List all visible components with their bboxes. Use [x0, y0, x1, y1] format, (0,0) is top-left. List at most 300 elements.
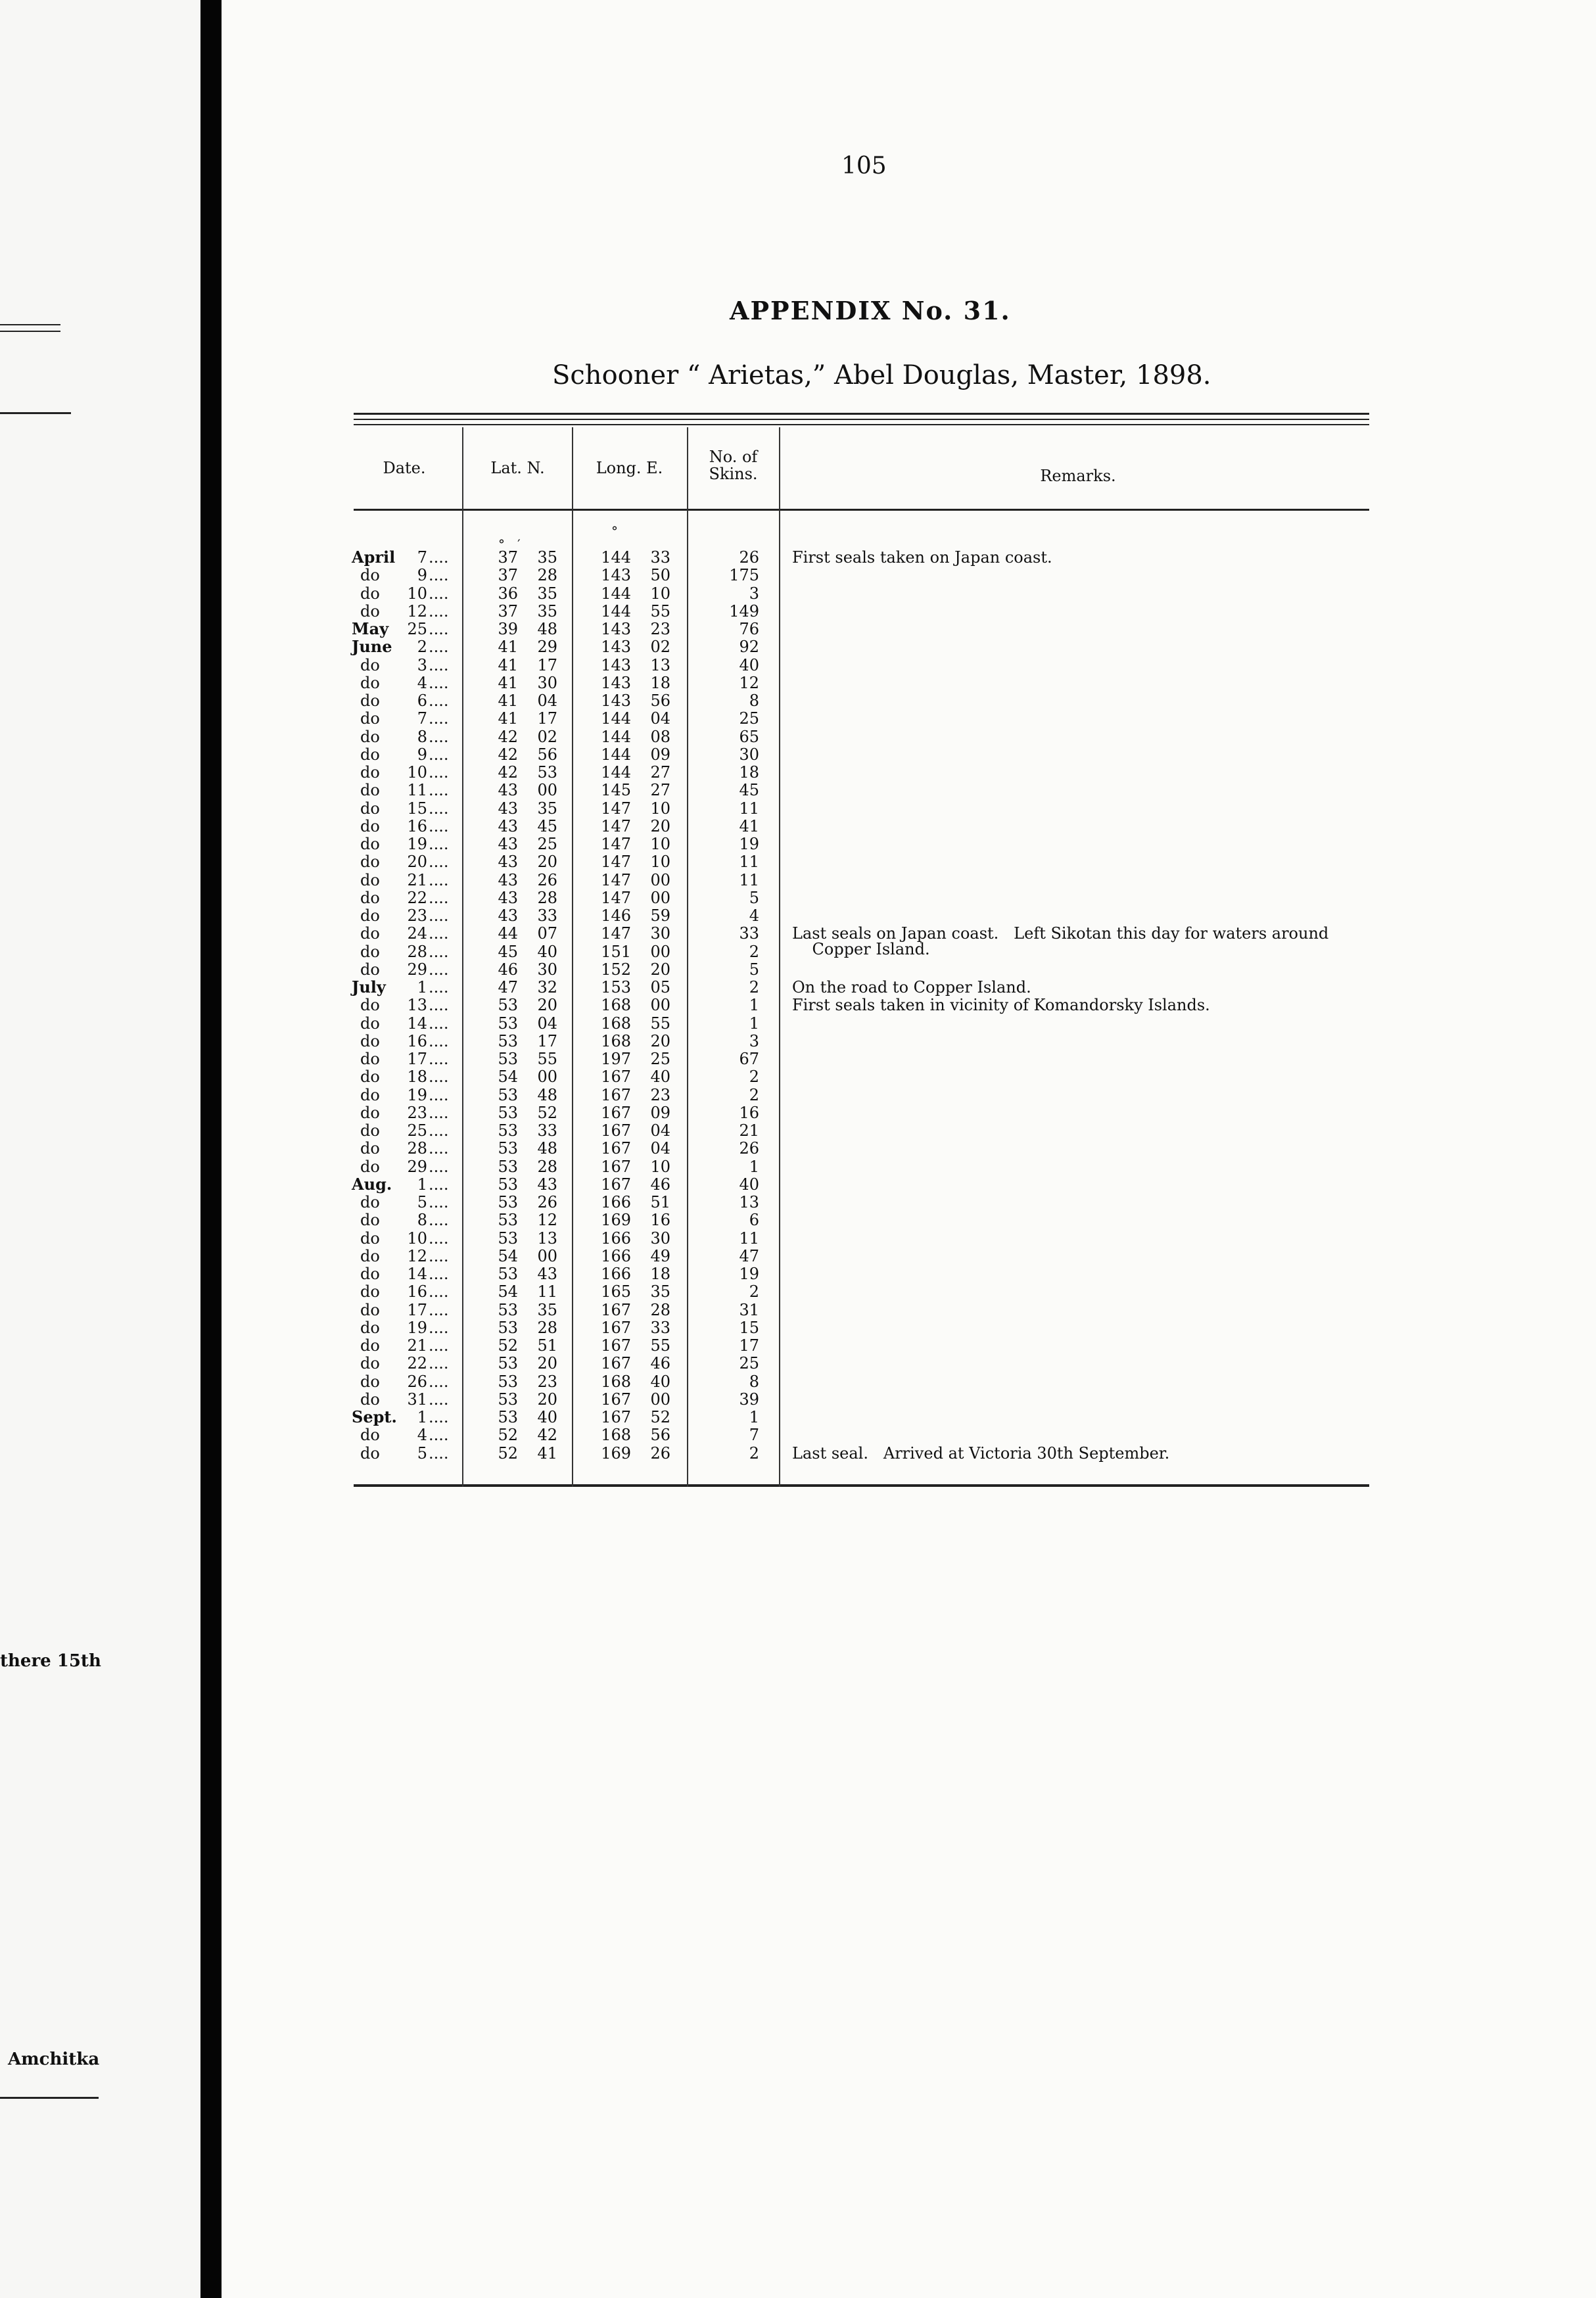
binding-gutter [200, 0, 222, 2298]
date-month: do [360, 1086, 380, 1104]
long-degrees: 147 [601, 835, 631, 853]
long-minutes: 40 [650, 1067, 670, 1086]
lat-minutes: 12 [537, 1211, 557, 1229]
date-day: 29 [407, 960, 427, 979]
left-page-rule [0, 2097, 99, 2099]
column-header-remarks: Remarks. [1040, 467, 1116, 485]
lat-minutes: 41 [537, 1444, 557, 1463]
leader-dots: .... [429, 1372, 449, 1391]
leader-dots: .... [429, 871, 449, 889]
skins-count: 26 [739, 548, 759, 567]
lat-degrees: 53 [498, 1158, 518, 1176]
skins-count: 1 [749, 996, 759, 1014]
date-month: do [360, 1139, 380, 1158]
date-day: 19 [407, 1319, 427, 1337]
long-minutes: 10 [650, 799, 670, 818]
date-day: 25 [407, 1121, 427, 1140]
leader-dots: .... [429, 781, 449, 799]
date-month: do [360, 1372, 380, 1391]
date-day: 22 [407, 889, 427, 907]
long-degrees: 143 [601, 656, 631, 674]
date-month: July [352, 977, 386, 997]
long-minutes: 30 [650, 924, 670, 943]
lat-minutes: 48 [537, 1086, 557, 1104]
long-minutes: 09 [650, 745, 670, 764]
leader-dots: .... [429, 1121, 449, 1140]
long-degrees: 147 [601, 817, 631, 835]
remarks-text: Last seal. Arrived at Victoria 30th September. [792, 1444, 1170, 1463]
long-minutes: 55 [650, 1014, 670, 1033]
long-minutes: 10 [650, 835, 670, 853]
long-degrees: 167 [601, 1390, 631, 1409]
date-month: do [360, 906, 380, 925]
leader-dots: .... [429, 1175, 449, 1194]
column-header-skins: No. of Skins. [709, 448, 758, 483]
date-month: do [360, 1032, 380, 1050]
date-day: 10 [407, 763, 427, 782]
lat-degrees: 43 [498, 799, 518, 818]
lat-minutes: 00 [537, 781, 557, 799]
lat-degrees: 41 [498, 674, 518, 692]
long-degrees: 147 [601, 871, 631, 889]
long-degrees: 144 [601, 602, 631, 621]
long-minutes: 51 [650, 1193, 670, 1211]
date-month: do [360, 1301, 380, 1319]
date-day: 14 [407, 1265, 427, 1283]
column-divider [779, 427, 780, 1487]
skins-count: 5 [749, 889, 759, 907]
lat-degrees: 43 [498, 835, 518, 853]
long-minutes: 59 [650, 906, 670, 925]
lat-minutes: 17 [537, 1032, 557, 1050]
date-day: 15 [407, 799, 427, 818]
leader-dots: .... [429, 602, 449, 621]
date-day: 24 [407, 924, 427, 943]
long-degrees: 147 [601, 799, 631, 818]
lat-degrees: 53 [498, 1014, 518, 1033]
lat-degrees: 47 [498, 978, 518, 997]
lat-minutes: 04 [537, 692, 557, 710]
date-month: Aug. [352, 1175, 392, 1194]
lat-degrees: 43 [498, 817, 518, 835]
skins-count: 11 [739, 799, 759, 818]
lat-degree-mark: ° ′ [498, 536, 521, 552]
column-divider [572, 427, 573, 1487]
date-day: 4 [417, 674, 427, 692]
long-minutes: 30 [650, 1229, 670, 1248]
date-month: June [352, 637, 392, 656]
leader-dots: .... [429, 1319, 449, 1337]
leader-dots: .... [429, 835, 449, 853]
skins-count: 7 [749, 1426, 759, 1444]
date-day: 23 [407, 906, 427, 925]
long-degrees: 168 [601, 996, 631, 1014]
date-day: 9 [417, 566, 427, 584]
long-minutes: 02 [650, 638, 670, 656]
date-month: do [360, 799, 380, 818]
long-degrees: 144 [601, 709, 631, 728]
long-minutes: 49 [650, 1247, 670, 1265]
long-minutes: 26 [650, 1444, 670, 1463]
lat-minutes: 35 [537, 799, 557, 818]
leader-dots: .... [429, 1014, 449, 1033]
table-header-rule [354, 509, 1369, 511]
left-page-rule [0, 324, 60, 325]
date-month: do [360, 1014, 380, 1033]
lat-degrees: 54 [498, 1067, 518, 1086]
date-month: do [360, 1336, 380, 1355]
skins-count: 25 [739, 709, 759, 728]
long-minutes: 55 [650, 1336, 670, 1355]
skins-count: 25 [739, 1354, 759, 1372]
leader-dots: .... [429, 1067, 449, 1086]
date-day: 3 [417, 656, 427, 674]
long-minutes: 00 [650, 1390, 670, 1409]
date-day: 8 [417, 728, 427, 746]
long-minutes: 46 [650, 1354, 670, 1372]
leader-dots: .... [429, 1265, 449, 1283]
leader-dots: .... [429, 960, 449, 979]
lat-minutes: 23 [537, 1372, 557, 1391]
skins-count: 2 [749, 1086, 759, 1104]
date-month: do [360, 1319, 380, 1337]
lat-minutes: 11 [537, 1282, 557, 1301]
leader-dots: .... [429, 1050, 449, 1068]
long-degrees: 151 [601, 943, 631, 961]
date-month: Sept. [352, 1407, 397, 1426]
date-month: do [360, 1104, 380, 1122]
lat-minutes: 26 [537, 1193, 557, 1211]
skins-count: 26 [739, 1139, 759, 1158]
leader-dots: .... [429, 1139, 449, 1158]
lat-minutes: 30 [537, 674, 557, 692]
leader-dots: .... [429, 1158, 449, 1176]
leader-dots: .... [429, 1354, 449, 1372]
lat-degrees: 42 [498, 745, 518, 764]
leader-dots: .... [429, 889, 449, 907]
skins-count: 175 [729, 566, 759, 584]
date-month: do [360, 924, 380, 943]
date-day: 26 [407, 1372, 427, 1391]
long-degrees: 144 [601, 745, 631, 764]
leader-dots: .... [429, 1282, 449, 1301]
leader-dots: .... [429, 584, 449, 603]
skins-count: 13 [739, 1193, 759, 1211]
date-day: 17 [407, 1050, 427, 1068]
long-minutes: 23 [650, 1086, 670, 1104]
long-degrees: 168 [601, 1372, 631, 1391]
date-day: 31 [407, 1390, 427, 1409]
lat-degrees: 37 [498, 566, 518, 584]
lat-minutes: 43 [537, 1175, 557, 1194]
lat-degrees: 53 [498, 1139, 518, 1158]
date-month: do [360, 1390, 380, 1409]
lat-minutes: 17 [537, 709, 557, 728]
lat-minutes: 42 [537, 1426, 557, 1444]
date-day: 29 [407, 1158, 427, 1176]
long-degrees: 152 [601, 960, 631, 979]
lat-degrees: 52 [498, 1336, 518, 1355]
leader-dots: .... [429, 817, 449, 835]
long-degrees: 144 [601, 548, 631, 567]
lat-minutes: 07 [537, 924, 557, 943]
leader-dots: .... [429, 1193, 449, 1211]
date-month: do [360, 1193, 380, 1211]
skins-count: 41 [739, 817, 759, 835]
lat-degrees: 53 [498, 1229, 518, 1248]
skins-count: 15 [739, 1319, 759, 1337]
leader-dots: .... [429, 924, 449, 943]
date-day: 14 [407, 1014, 427, 1033]
date-day: 21 [407, 1336, 427, 1355]
date-month: do [360, 781, 380, 799]
lat-minutes: 20 [537, 853, 557, 871]
long-degrees: 167 [601, 1104, 631, 1122]
lat-degrees: 53 [498, 1301, 518, 1319]
leader-dots: .... [429, 1247, 449, 1265]
long-degrees: 169 [601, 1211, 631, 1229]
skins-count: 6 [749, 1211, 759, 1229]
lat-degrees: 53 [498, 1319, 518, 1337]
skins-count: 31 [739, 1301, 759, 1319]
lat-minutes: 35 [537, 602, 557, 621]
long-degrees: 167 [601, 1175, 631, 1194]
long-minutes: 35 [650, 1282, 670, 1301]
long-degrees: 165 [601, 1282, 631, 1301]
long-degrees: 197 [601, 1050, 631, 1068]
date-month: do [360, 656, 380, 674]
date-month: do [360, 674, 380, 692]
lat-minutes: 20 [537, 1390, 557, 1409]
lat-minutes: 35 [537, 584, 557, 603]
long-degrees: 144 [601, 584, 631, 603]
date-month: do [360, 817, 380, 835]
leader-dots: .... [429, 1426, 449, 1444]
skins-count: 45 [739, 781, 759, 799]
leader-dots: .... [429, 692, 449, 710]
lat-degrees: 39 [498, 620, 518, 638]
column-header-long: Long. E. [596, 459, 663, 477]
long-minutes: 04 [650, 709, 670, 728]
date-day: 12 [407, 602, 427, 621]
date-month: do [360, 1247, 380, 1265]
date-month: do [360, 1067, 380, 1086]
skins-count: 4 [749, 906, 759, 925]
long-degrees: 167 [601, 1354, 631, 1372]
lat-minutes: 13 [537, 1229, 557, 1248]
long-degrees: 167 [601, 1086, 631, 1104]
lat-minutes: 00 [537, 1067, 557, 1086]
table-top-rule [354, 413, 1369, 415]
lat-minutes: 40 [537, 943, 557, 961]
date-day: 22 [407, 1354, 427, 1372]
skins-count: 18 [739, 763, 759, 782]
long-degrees: 167 [601, 1408, 631, 1426]
lat-minutes: 43 [537, 1265, 557, 1283]
skins-count: 40 [739, 656, 759, 674]
date-month: do [360, 1426, 380, 1444]
appendix-title: APPENDIX No. 31. [730, 296, 1011, 325]
date-month: April [352, 548, 396, 567]
date-month: do [360, 584, 380, 603]
skins-count: 8 [749, 692, 759, 710]
date-day: 28 [407, 1139, 427, 1158]
date-day: 2 [417, 638, 427, 656]
date-month: do [360, 709, 380, 728]
date-month: do [360, 745, 380, 764]
leader-dots: .... [429, 1390, 449, 1409]
long-minutes: 20 [650, 1032, 670, 1050]
skins-count: 11 [739, 853, 759, 871]
lat-degrees: 42 [498, 763, 518, 782]
long-minutes: 40 [650, 1372, 670, 1391]
date-month: do [360, 1444, 380, 1463]
lat-degrees: 53 [498, 1211, 518, 1229]
long-degrees: 167 [601, 1139, 631, 1158]
lat-minutes: 30 [537, 960, 557, 979]
date-day: 12 [407, 1247, 427, 1265]
lat-minutes: 51 [537, 1336, 557, 1355]
lat-degrees: 43 [498, 853, 518, 871]
date-month: do [360, 1229, 380, 1248]
skins-count: 2 [749, 978, 759, 997]
long-degrees: 147 [601, 924, 631, 943]
lat-degrees: 53 [498, 1408, 518, 1426]
long-minutes: 27 [650, 763, 670, 782]
lat-minutes: 45 [537, 817, 557, 835]
long-minutes: 33 [650, 1319, 670, 1337]
lat-degrees: 37 [498, 548, 518, 567]
date-month: do [360, 853, 380, 871]
lat-degrees: 53 [498, 1193, 518, 1211]
date-month: do [360, 1158, 380, 1176]
leader-dots: .... [429, 709, 449, 728]
lat-degrees: 52 [498, 1444, 518, 1463]
document-subtitle: Schooner “ Arietas,” Abel Douglas, Master, 1898. [552, 360, 1211, 390]
left-page-rule [0, 331, 60, 332]
long-degrees: 166 [601, 1193, 631, 1211]
date-month: do [360, 1282, 380, 1301]
date-day: 28 [407, 943, 427, 961]
skins-count: 3 [749, 584, 759, 603]
left-page-fragment-2: Amchitka [8, 2050, 100, 2069]
remarks-text: First seals taken on Japan coast. [792, 548, 1052, 567]
skins-count: 67 [739, 1050, 759, 1068]
date-month: do [360, 763, 380, 782]
lat-degrees: 52 [498, 1426, 518, 1444]
skins-count: 19 [739, 835, 759, 853]
date-day: 19 [407, 1086, 427, 1104]
column-header-date: Date. [383, 459, 426, 477]
lat-minutes: 35 [537, 548, 557, 567]
page-number: 105 [841, 152, 887, 179]
date-month: do [360, 692, 380, 710]
leader-dots: .... [429, 1336, 449, 1355]
date-day: 9 [417, 745, 427, 764]
lat-degrees: 42 [498, 728, 518, 746]
leader-dots: .... [429, 799, 449, 818]
date-month: do [360, 566, 380, 584]
leader-dots: .... [429, 1104, 449, 1122]
long-minutes: 10 [650, 1158, 670, 1176]
lat-degrees: 53 [498, 1104, 518, 1122]
lat-minutes: 28 [537, 1319, 557, 1337]
long-degrees: 167 [601, 1067, 631, 1086]
leader-dots: .... [429, 1301, 449, 1319]
lat-degrees: 45 [498, 943, 518, 961]
long-minutes: 00 [650, 871, 670, 889]
long-degrees: 167 [601, 1158, 631, 1176]
lat-degrees: 36 [498, 584, 518, 603]
long-degrees: 143 [601, 638, 631, 656]
long-degree-mark: ° [611, 523, 618, 539]
leader-dots: .... [429, 1211, 449, 1229]
remarks-text: On the road to Copper Island. [792, 978, 1031, 997]
date-day: 5 [417, 1193, 427, 1211]
long-degrees: 168 [601, 1426, 631, 1444]
skins-count: 1 [749, 1408, 759, 1426]
column-divider [462, 427, 463, 1487]
lat-minutes: 48 [537, 620, 557, 638]
lat-minutes: 32 [537, 978, 557, 997]
date-month: do [360, 835, 380, 853]
long-minutes: 10 [650, 584, 670, 603]
skins-count: 2 [749, 1282, 759, 1301]
date-month: do [360, 1354, 380, 1372]
column-divider [687, 427, 688, 1487]
long-minutes: 55 [650, 602, 670, 621]
long-minutes: 08 [650, 728, 670, 746]
lat-degrees: 53 [498, 1372, 518, 1391]
date-day: 8 [417, 1211, 427, 1229]
long-minutes: 46 [650, 1175, 670, 1194]
leader-dots: .... [429, 656, 449, 674]
date-month: do [360, 889, 380, 907]
skins-count: 39 [739, 1390, 759, 1409]
long-minutes: 10 [650, 853, 670, 871]
lat-degrees: 44 [498, 924, 518, 943]
long-minutes: 27 [650, 781, 670, 799]
long-degrees: 167 [601, 1301, 631, 1319]
skins-count: 76 [739, 620, 759, 638]
leader-dots: .... [429, 566, 449, 584]
lat-minutes: 20 [537, 1354, 557, 1372]
long-minutes: 13 [650, 656, 670, 674]
lat-minutes: 00 [537, 1247, 557, 1265]
skins-count: 33 [739, 924, 759, 943]
leader-dots: .... [429, 1032, 449, 1050]
long-minutes: 52 [650, 1408, 670, 1426]
long-minutes: 56 [650, 692, 670, 710]
leader-dots: .... [429, 978, 449, 997]
long-degrees: 147 [601, 889, 631, 907]
lat-degrees: 53 [498, 1354, 518, 1372]
date-month: do [360, 728, 380, 746]
date-day: 5 [417, 1444, 427, 1463]
long-degrees: 166 [601, 1265, 631, 1283]
column-header-lat: Lat. N. [490, 459, 545, 477]
lat-degrees: 41 [498, 638, 518, 656]
long-minutes: 04 [650, 1121, 670, 1140]
lat-minutes: 28 [537, 1158, 557, 1176]
skins-count: 11 [739, 1229, 759, 1248]
long-minutes: 20 [650, 960, 670, 979]
skins-count: 65 [739, 728, 759, 746]
lat-degrees: 54 [498, 1282, 518, 1301]
lat-minutes: 53 [537, 763, 557, 782]
date-day: 19 [407, 835, 427, 853]
long-degrees: 167 [601, 1319, 631, 1337]
